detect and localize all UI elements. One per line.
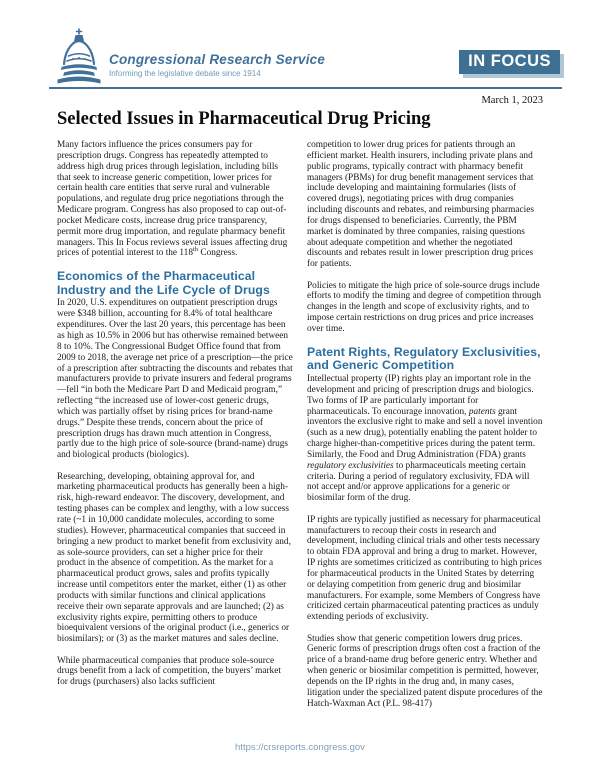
paragraph-text: Many factors influence the prices consumers pay for prescription drugs. Congress has repeatedly attempted to address high drug prices through legislation, including bills that seek to increase generic competition, lower prices for certain health care entities that serve rural and vulnerable populations, and regulate drug price negotiations through the Medicare program. Congress has also proposed to cap out-of-pocket Medicare costs, increase drug price transparency, permit more drug importation, and regulate pharmacy benefit managers. This In Focus reviews several issues affecting drug prices of potential interest to the 118 <box>57 140 288 259</box>
paragraph-text: Intellectual property (IP) rights play an important role in the development and pricing of prescription drugs and biologics. Two forms of IP are particularly important for pharmaceuticals. To encourage innovation, <box>307 374 534 417</box>
org-tagline: Informing the legislative debate since 1914 <box>109 69 261 78</box>
italic-term: patents <box>468 406 496 417</box>
ordinal-superscript: th <box>192 246 199 254</box>
paragraph <box>57 140 293 259</box>
page-footer <box>0 737 600 755</box>
capitol-dome-icon <box>55 28 103 86</box>
page-title: Selected Issues in Pharmaceutical Drug Pricing <box>57 109 431 129</box>
paragraph: Researching, developing, obtaining approval for, and marketing pharmaceutical products has generally been a high-risk, high-reward endeavor. The discovery, development, and testing phases can be complex and lengthy, with a low success rate (~1 in 10,000 candidate molecules, according to some studies). However, pharmaceutical companies that succeed in bringing a new product to market benefit from exclusivity and, as sole-source providers, can set a higher price for their product in the absence of competition. As the market for a pharmaceutical product grows, sales and profits typically increase until competitors enter the market, either (1) as other products with similar functions and clinical applications receive their own separate approvals and are launched; (2) as exclusivity rights expire, permitting others to produce bioequivalent versions of the original product (i.e., generics or biosimilars); or (3) as the market matures and sales decline. <box>57 471 291 645</box>
section-heading-economics: Economics of the Pharmaceutical Industry and the Life Cycle of Drugs <box>57 269 270 297</box>
paragraph: In 2020, U.S. expenditures on outpatient prescription drugs were $348 billion, accounting for 8.4% of total healthcare expenditures. Over the last 20 years, this percentage has been as high as 10.5% in 2006 but has otherwise remained between 8 to 10%. The Congressional Budget Office found that from 2009 to 2018, the average net price of a prescription—the price of a prescription after subtracting the discounts and rebates that manufacturers provide to private insurers and federal programs—fell “in both the Medicare Part D and Medicaid program,” reflecting “the increased use of lower-cost generic drugs, which was partially offset by rising prices for brand-name drugs.” Despite these trends, concern about the price of prescription drugs has drawn much attention in Congress, partly due to the high price of sole-source (brand-name) drugs and biological products (biologics). <box>57 298 293 461</box>
left-column <box>57 140 293 710</box>
in-focus-badge: IN FOCUS <box>459 50 560 74</box>
paragraph <box>307 374 543 504</box>
paragraph: IP rights are typically justified as necessary for pharmaceutical manufacturers to recoup their costs in research and development, including clinical trials and other tests necessary to obtain FDA approval and bring a drug to market. However, IP rights are sometimes criticized as contributing to high prices for pharmaceutical products in the United States by deterring or delaying competition from generic drug and biosimilar manufacturers. For example, some Members of Congress have criticized certain pharmaceutical patenting practices as unduly extending periods of exclusivity. <box>307 514 542 623</box>
footer-url-link[interactable]: https://crsreports.congress.gov <box>235 742 365 753</box>
paragraph: Policies to mitigate the high price of sole-source drugs include efforts to modify the timing and degree of competition through changes in the length and scope of exclusivity rights, and to impose certain restrictions on drug prices and price increases over time. <box>307 280 542 334</box>
paragraph-text: grant inventors the exclusive right to make and sell a novel invention (such as a new drug), potentially enabling the patent holder to charge higher-than-competitive prices during the patent term. Similarly, the Food and Drug Administration (FDA) grants <box>307 406 543 460</box>
body-columns <box>0 140 600 710</box>
paragraph: competition to lower drug prices for patients through an efficient market. Health insurers, including private plans and public programs, typically contract with pharmacy benefit managers (PBMs) for drug benefit management services that include developing and maintaining formularies (lists of covered drugs), negotiating prices with drug companies including discounts and rebates, and reimbursing pharmacies for drugs dispensed to beneficiaries. Currently, the PBM market is dominated by three companies, raising questions about adequate competition and whether the negotiated discounts and rebates result in lower prescription drug prices for patients. <box>307 140 534 270</box>
italic-term: regulatory exclusivities <box>307 460 394 471</box>
paragraph: While pharmaceutical companies that produce sole-source drugs benefit from a lack of competition, the buyers’ market for drugs (purchasers) also lacks sufficient <box>57 655 281 688</box>
org-name: Congressional Research Service <box>109 52 326 67</box>
paragraph: Studies show that generic competition lowers drug prices. Generic forms of prescription drugs often cost a fraction of the price of a brand-name drug before generic entry. Whether and when generic or biosimilar competition is permitted, however, depends on the IP rights in the drug and, in many cases, litigation under the specialized patent dispute procedures of the Hatch-Waxman Act (P.L. 98-417) <box>307 633 543 709</box>
publication-date: March 1, 2023 <box>481 95 543 106</box>
crs-logo <box>55 28 325 86</box>
header-divider <box>49 87 562 89</box>
section-heading-patent-rights: Patent Rights, Regulatory Exclusivities, and Generic Competition <box>307 344 541 373</box>
right-column <box>307 140 543 710</box>
paragraph-text: to pharmaceuticals meeting certain criteria. During a period of regulatory exclusivity, FDA will not accept and/or approve applications for a generic or biosimilar form of the drug. <box>307 460 530 504</box>
paragraph-text: Congress. <box>198 248 238 259</box>
